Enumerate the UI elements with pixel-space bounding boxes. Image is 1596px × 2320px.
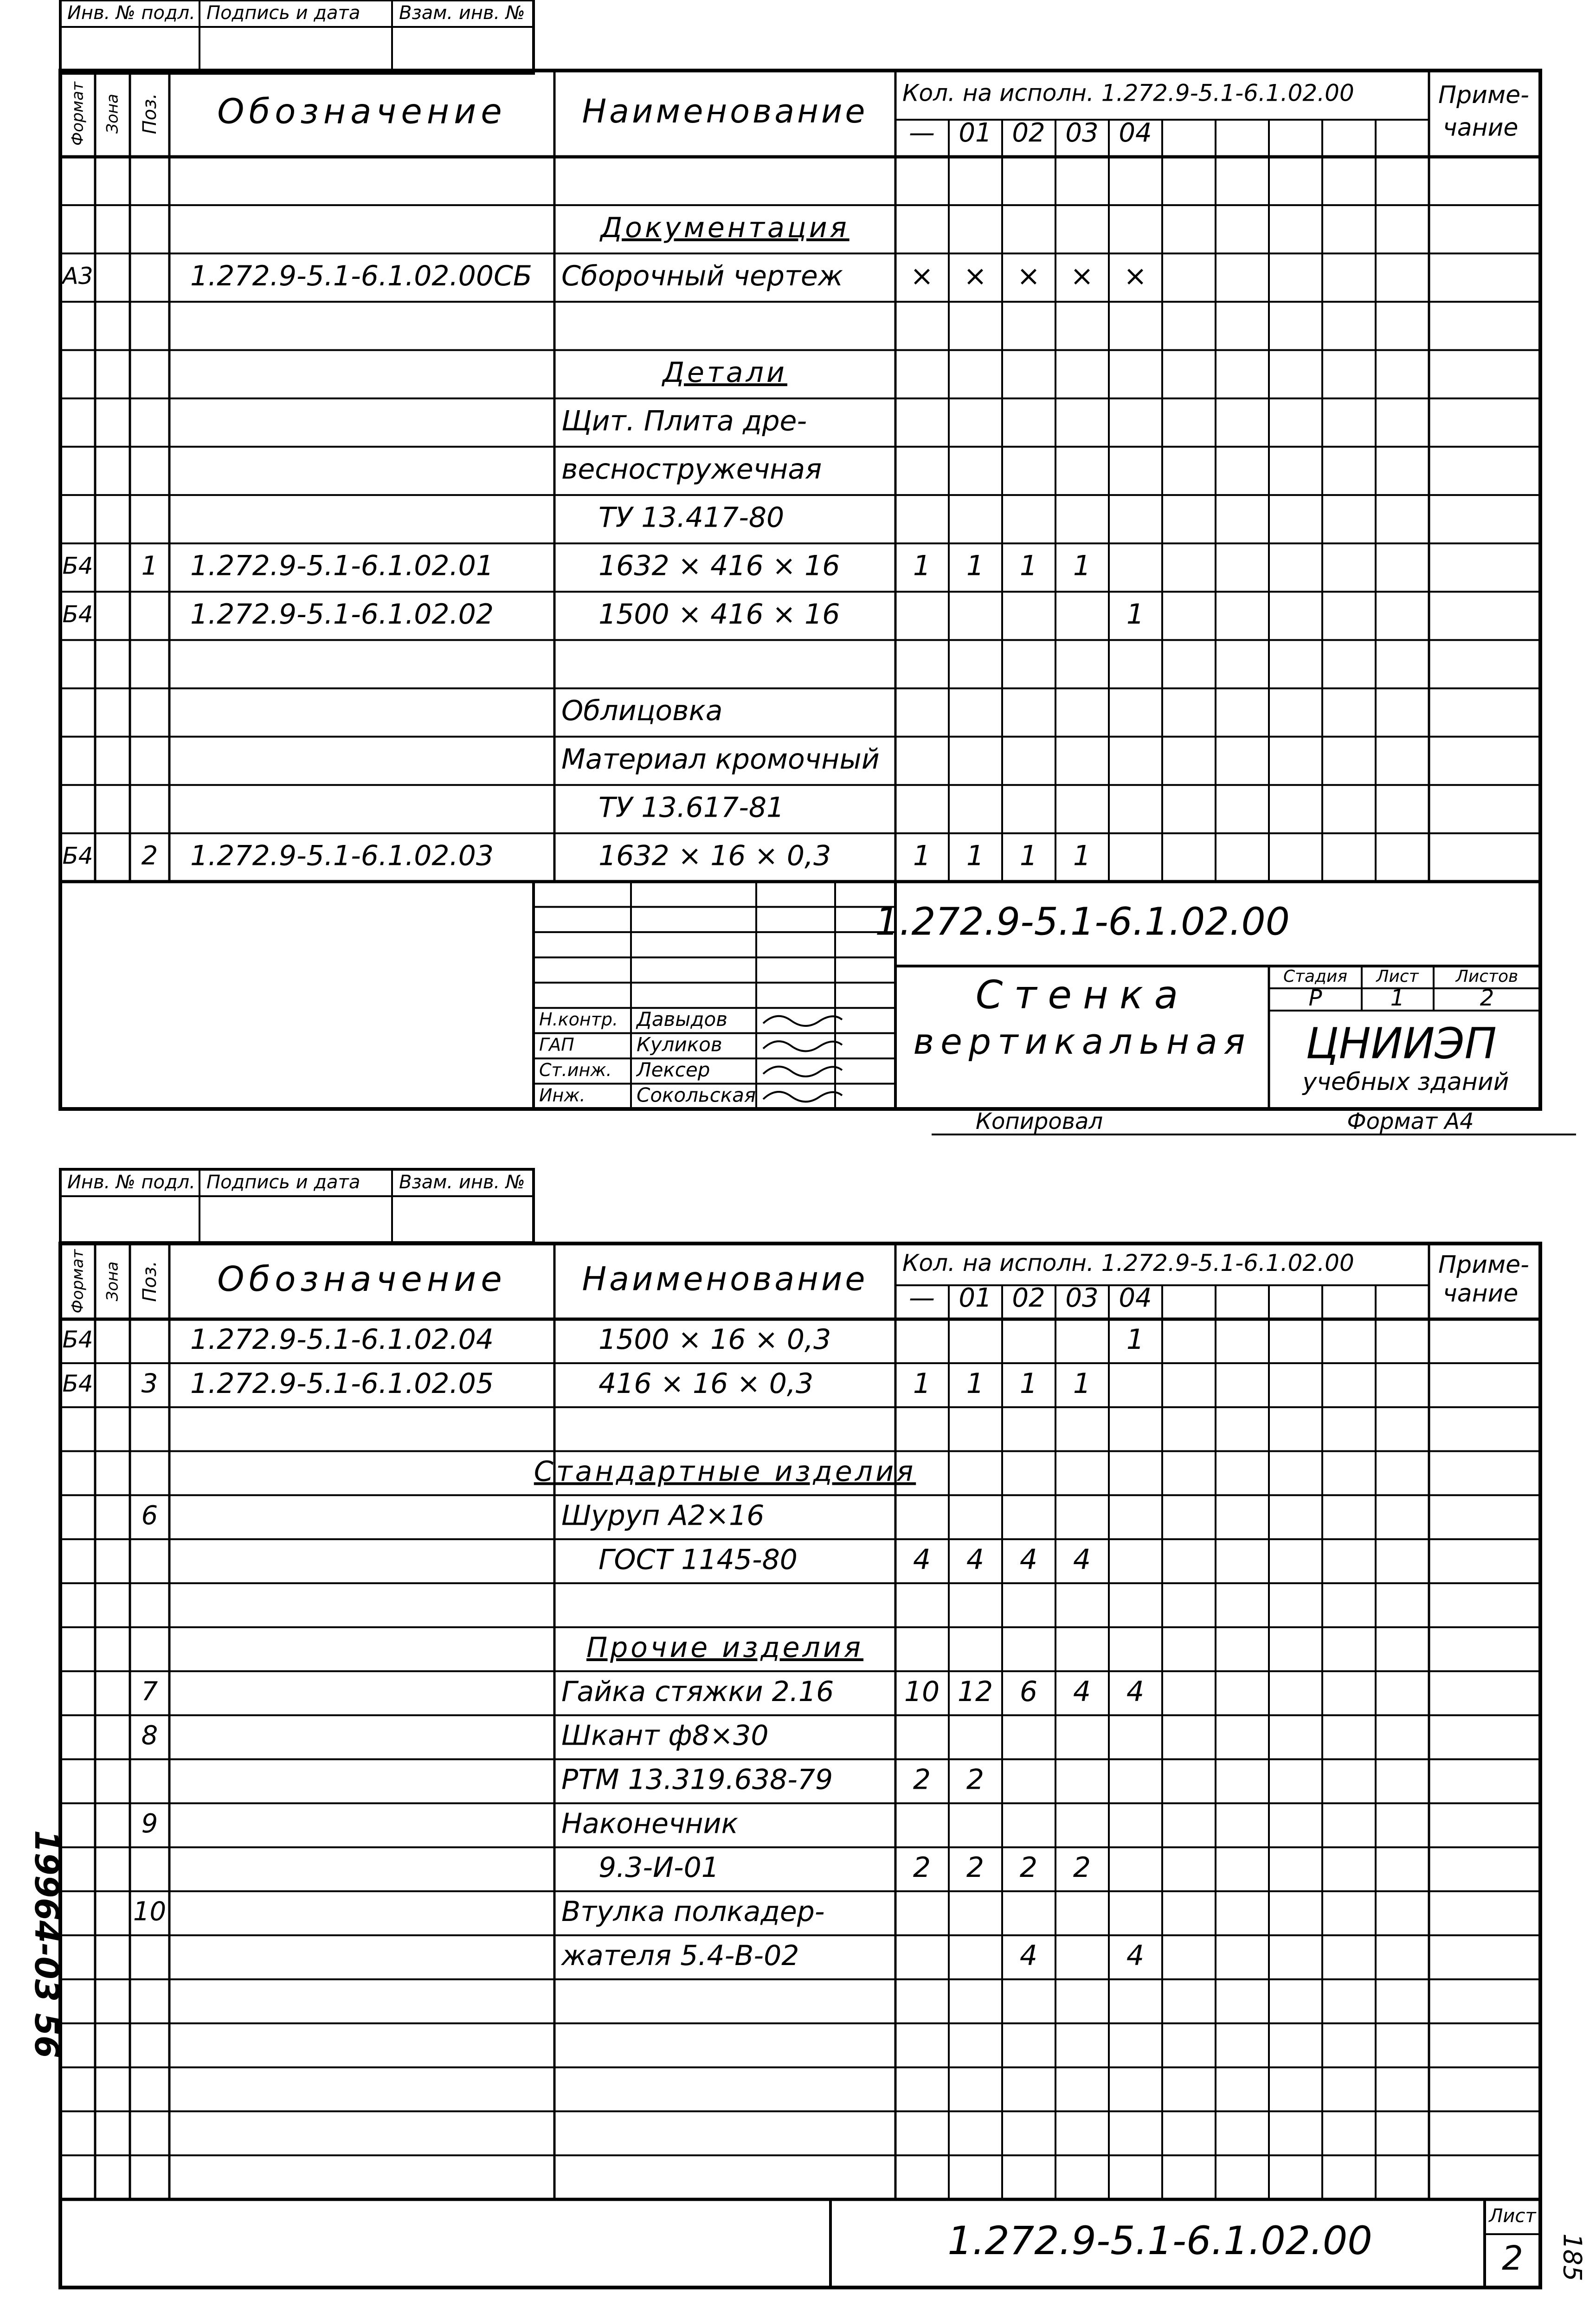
footer-sheet-label: Лист xyxy=(1489,2205,1536,2227)
header-note: Приме- xyxy=(1438,81,1529,109)
row-name: Шуруп А2×16 xyxy=(561,1499,765,1532)
header-pos: Поз. xyxy=(139,1261,161,1302)
row-qty-2: 4 xyxy=(1019,1939,1038,1972)
row-qty-3: 4 xyxy=(1073,1543,1091,1576)
margin-archive-number: 19964-03 56 xyxy=(27,1830,65,2058)
signature-name: Лексер xyxy=(637,1058,710,1081)
row-qty-1: 12 xyxy=(957,1675,993,1708)
signature-name: Куликов xyxy=(637,1033,722,1056)
row-pos: 6 xyxy=(141,1500,158,1531)
header-variant-1: 01 xyxy=(959,1282,992,1313)
row-qty-0: × xyxy=(910,259,934,292)
row-designation: 1.272.9-5.1-6.1.02.05 xyxy=(190,1367,494,1400)
row-pos: 7 xyxy=(141,1676,158,1707)
row-name: Документация xyxy=(600,211,849,244)
footer-doc-number: 1.272.9-5.1-6.1.02.00 xyxy=(947,2217,1372,2263)
row-qty-2: 1 xyxy=(1019,1367,1038,1400)
row-format: Б4 xyxy=(62,1326,93,1353)
row-name: Наконечник xyxy=(561,1807,738,1840)
corner-page-number: 185 xyxy=(1557,2233,1587,2281)
row-name: Облицовка xyxy=(561,695,723,728)
signature-scribble xyxy=(763,1016,842,1026)
header-variant-4: 04 xyxy=(1119,117,1152,148)
row-name: ТУ 13.617-81 xyxy=(598,791,785,824)
stamp-replace-label: Взам. инв. № xyxy=(399,2,525,24)
row-name: Материал кромочный xyxy=(561,743,880,776)
row-name: 416 × 16 × 0,3 xyxy=(598,1367,814,1400)
row-qty-1: 1 xyxy=(966,839,985,872)
row-qty-1: × xyxy=(963,259,987,292)
stamp-inventory-label: Инв. № подл. xyxy=(67,2,195,24)
header-designation: Обозначение xyxy=(217,91,507,132)
row-pos: 9 xyxy=(141,1808,158,1839)
row-qty-2: × xyxy=(1017,259,1041,292)
row-qty-0: 1 xyxy=(913,549,931,582)
row-qty-4: 4 xyxy=(1126,1675,1145,1708)
row-name: Шкант ф8×30 xyxy=(561,1719,769,1752)
header-zone: Зона xyxy=(103,1261,122,1302)
row-qty-3: × xyxy=(1070,259,1094,292)
row-qty-2: 2 xyxy=(1019,1851,1038,1884)
header-pos: Поз. xyxy=(139,93,161,135)
row-qty-0: 2 xyxy=(913,1851,931,1884)
row-name: Щит. Плита дре- xyxy=(561,405,807,438)
sheet-label: Лист xyxy=(1376,967,1419,986)
stage-value: Р xyxy=(1308,985,1322,1011)
row-pos: 3 xyxy=(141,1368,158,1399)
row-qty-0: 1 xyxy=(913,839,931,872)
stamp-signature-label: Подпись и дата xyxy=(206,1172,360,1193)
signature-role: ГАП xyxy=(539,1034,574,1055)
header-variant-4: 04 xyxy=(1119,1282,1152,1313)
header-note: чание xyxy=(1443,114,1519,142)
title-doc-number: 1.272.9-5.1-6.1.02.00 xyxy=(875,900,1290,944)
row-qty-4: 1 xyxy=(1126,598,1145,631)
row-name: Детали xyxy=(663,356,787,389)
organization-subtitle: учебных зданий xyxy=(1302,1068,1509,1096)
row-name: ТУ 13.417-80 xyxy=(598,501,785,534)
row-pos: 2 xyxy=(141,841,158,871)
row-qty-3: 1 xyxy=(1073,549,1091,582)
signature-role: Инж. xyxy=(539,1085,586,1106)
row-name: 1500 × 416 × 16 xyxy=(598,598,840,631)
sheets-label: Листов xyxy=(1455,967,1519,986)
row-format: Б4 xyxy=(62,552,93,580)
header-note: чание xyxy=(1443,1279,1519,1308)
header-format: Формат xyxy=(68,82,87,146)
stamp-signature-label: Подпись и дата xyxy=(206,2,360,24)
header-designation: Обозначение xyxy=(217,1259,507,1300)
row-name: Стандартные изделия xyxy=(534,1455,916,1488)
row-qty-4: × xyxy=(1123,259,1147,292)
row-format: Б4 xyxy=(62,842,93,870)
stage-label: Стадия xyxy=(1283,967,1348,986)
signature-role: Ст.инж. xyxy=(539,1059,612,1080)
row-qty-0: 4 xyxy=(913,1543,931,1576)
row-qty-0: 1 xyxy=(913,1367,931,1400)
header-variant-3: 03 xyxy=(1065,1282,1099,1313)
row-name: 1500 × 16 × 0,3 xyxy=(598,1323,831,1356)
row-qty-1: 1 xyxy=(966,1367,985,1400)
header-variant-2: 02 xyxy=(1012,117,1045,148)
signature-name: Давыдов xyxy=(637,1007,727,1031)
row-name: ГОСТ 1145-80 xyxy=(598,1543,798,1576)
row-format: Б4 xyxy=(62,1370,93,1397)
row-qty-1: 4 xyxy=(966,1543,985,1576)
row-name: 9.3-И-01 xyxy=(598,1851,719,1884)
row-qty-1: 2 xyxy=(966,1763,985,1796)
row-qty-0: 2 xyxy=(913,1763,931,1796)
header-variant-0: — xyxy=(909,117,935,148)
footer-sheet-value: 2 xyxy=(1502,2238,1523,2278)
row-name: Сборочный чертеж xyxy=(561,259,843,292)
row-name: РТМ 13.319.638-79 xyxy=(561,1763,833,1796)
header-variant-0: — xyxy=(909,1282,935,1313)
row-pos: 10 xyxy=(133,1896,167,1927)
row-name: 1632 × 416 × 16 xyxy=(598,549,840,582)
row-name: Гайка стяжки 2.16 xyxy=(561,1675,834,1708)
title-line-1: Стенка xyxy=(975,972,1190,1018)
copied-by-label: Копировал xyxy=(975,1108,1103,1134)
row-qty-2: 6 xyxy=(1019,1675,1038,1708)
header-qty: Кол. на исполн. 1.272.9-5.1-6.1.02.00 xyxy=(902,1250,1354,1277)
signature-name: Сокольская xyxy=(637,1083,756,1107)
row-pos: 1 xyxy=(141,551,158,581)
header-variant-2: 02 xyxy=(1012,1282,1045,1313)
stamp-inventory-label: Инв. № подл. xyxy=(67,1172,195,1193)
row-qty-3: 2 xyxy=(1073,1851,1091,1884)
header-format: Формат xyxy=(68,1249,87,1314)
row-qty-0: 10 xyxy=(904,1675,940,1708)
row-qty-4: 1 xyxy=(1126,1323,1145,1356)
header-name: Наименование xyxy=(582,92,868,131)
row-name: 1632 × 16 × 0,3 xyxy=(598,839,831,872)
signature-scribble xyxy=(763,1092,842,1102)
row-qty-3: 1 xyxy=(1073,1367,1091,1400)
row-designation: 1.272.9-5.1-6.1.02.00СБ xyxy=(190,259,533,292)
header-zone: Зона xyxy=(103,94,122,134)
header-variant-3: 03 xyxy=(1065,117,1099,148)
header-variant-1: 01 xyxy=(959,117,992,148)
row-designation: 1.272.9-5.1-6.1.02.01 xyxy=(190,549,494,582)
sheet-value: 1 xyxy=(1390,985,1405,1011)
sheets-value: 2 xyxy=(1480,985,1494,1011)
row-format: Б4 xyxy=(62,600,93,628)
row-qty-1: 1 xyxy=(966,549,985,582)
row-name: весностружечная xyxy=(561,453,822,486)
format-label: Формат А4 xyxy=(1347,1108,1474,1134)
row-qty-3: 4 xyxy=(1073,1675,1091,1708)
row-qty-2: 1 xyxy=(1019,549,1038,582)
stamp-replace-label: Взам. инв. № xyxy=(399,1172,525,1193)
row-qty-1: 2 xyxy=(966,1851,985,1884)
row-designation: 1.272.9-5.1-6.1.02.03 xyxy=(190,839,494,872)
row-qty-2: 1 xyxy=(1019,839,1038,872)
signature-role: Н.контр. xyxy=(539,1009,618,1030)
signature-scribble xyxy=(763,1067,842,1076)
row-qty-2: 4 xyxy=(1019,1543,1038,1576)
row-qty-3: 1 xyxy=(1073,839,1091,872)
header-name: Наименование xyxy=(582,1260,868,1298)
row-name: Прочие изделия xyxy=(586,1631,864,1664)
row-name: Втулка полкадер- xyxy=(561,1895,825,1928)
row-pos: 8 xyxy=(141,1721,158,1751)
header-note: Приме- xyxy=(1438,1250,1529,1279)
row-format: А3 xyxy=(62,262,93,290)
row-designation: 1.272.9-5.1-6.1.02.02 xyxy=(190,598,494,631)
header-qty: Кол. на исполн. 1.272.9-5.1-6.1.02.00 xyxy=(902,79,1354,107)
row-designation: 1.272.9-5.1-6.1.02.04 xyxy=(190,1323,494,1356)
organization-name: ЦНИИЭП xyxy=(1306,1018,1497,1069)
row-name: жателя 5.4-В-02 xyxy=(561,1939,799,1972)
row-qty-4: 4 xyxy=(1126,1939,1145,1972)
signature-scribble xyxy=(763,1041,842,1051)
title-line-2: вертикальная xyxy=(913,1020,1252,1062)
